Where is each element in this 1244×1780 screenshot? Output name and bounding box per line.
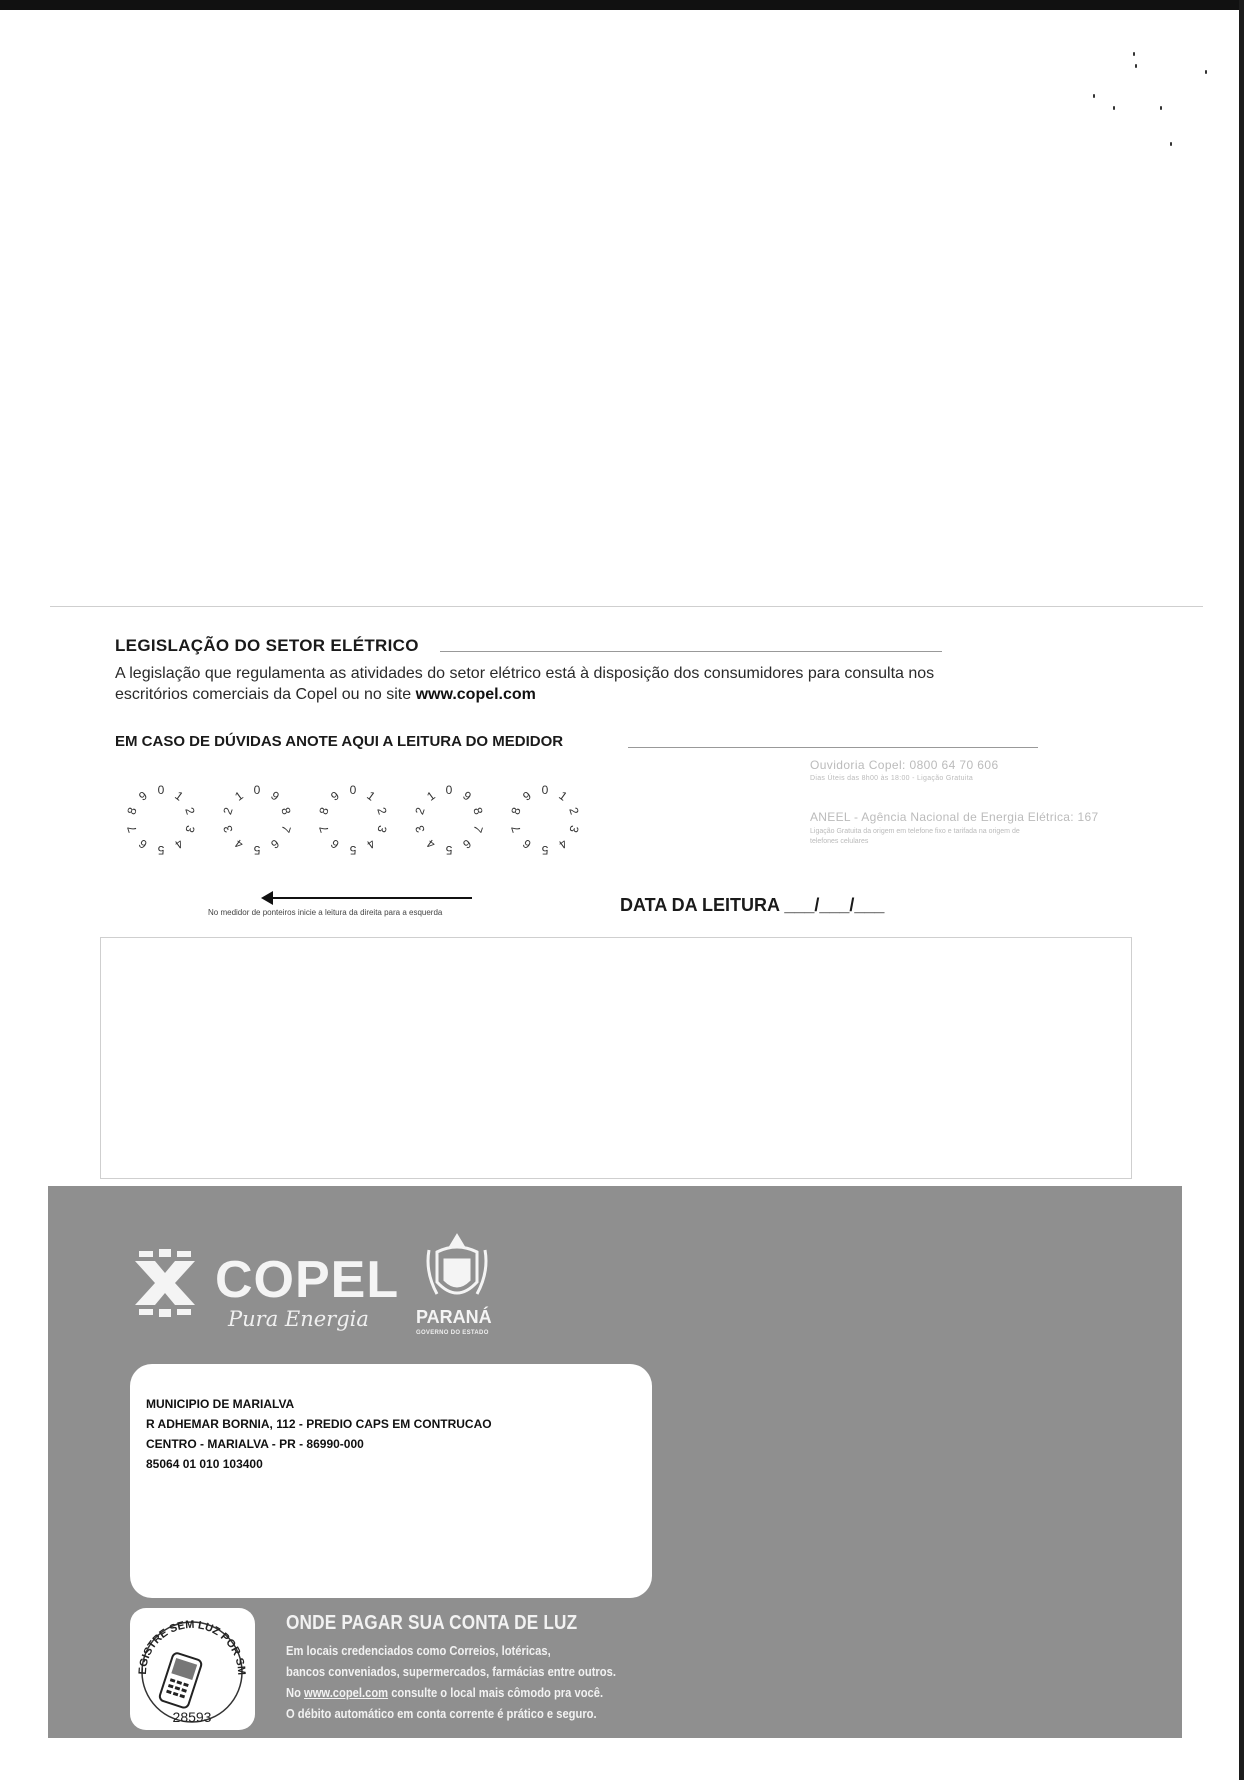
legislacao-title: LEGISLAÇÃO DO SETOR ELÉTRICO [115,636,419,655]
dial-digit: 5 [541,843,549,857]
aneel-note [810,827,1170,847]
arrow-line [267,897,472,899]
dial-digit: 6 [328,836,343,852]
onde-pagar-line3-suffix: consulte o local mais cômodo pra você. [388,1685,604,1700]
dial-digit: 0 [253,783,261,797]
ouvidoria-hours: Dias Úteis das 8h00 às 18:00 - Ligação Gratuita [810,775,974,782]
aneel-note-line1: Ligação Gratuita da origem em telefone fixo e tarifada na origem de [810,828,1020,835]
data-leitura-blank[interactable]: ___/___/___ [784,895,885,915]
dial-digit: 6 [267,836,282,852]
meter-dial [316,780,394,870]
onde-pagar-text [286,1640,616,1724]
dial-digit: 7 [277,823,294,835]
sms-text: EGISTRE SEM LUZ POR SM [136,1618,248,1676]
aneel-info [810,810,1170,847]
dial-digit: 7 [124,823,141,835]
dial-digit: 3 [412,823,429,835]
parana-subtitle: GOVERNO DO ESTADO [416,1330,489,1336]
dial-digit: 4 [424,836,439,852]
duvidas-rule [628,747,1038,748]
copel-site-link[interactable]: www.copel.com [415,686,536,703]
dial-digit: 0 [445,783,453,797]
meter-dials [124,780,628,870]
data-leitura [620,895,884,916]
dial-digit: 3 [565,823,582,835]
dial-digit: 0 [541,783,549,797]
dial-digit: 1 [171,788,186,804]
dial-digit: 1 [232,788,247,804]
dial-digit: 4 [555,836,570,852]
dial-digit: 3 [373,823,390,835]
dial-digit: 7 [469,823,486,835]
dial-digit: 1 [555,788,570,804]
onde-pagar-line1: Em locais credenciados como Correios, lotéricas, [286,1643,551,1658]
dial-digit: 0 [349,783,357,797]
dial-digit: 2 [181,805,198,817]
address-line-2: R ADHEMAR BORNIA, 112 - PREDIO CAPS EM CONTRUCAO [146,1417,492,1431]
legislacao-line2: escritórios comerciais da Copel ou no site [115,686,416,703]
meter-dial [508,780,586,870]
address-block [146,1394,492,1474]
dial-digit: 5 [253,843,261,857]
blank-upper-area [50,68,1203,607]
onde-pagar-line3 [286,1682,616,1703]
onde-pagar-line3-prefix: No [286,1685,305,1700]
address-window [130,1364,652,1598]
address-line-4: 85064 01 010 103400 [146,1457,263,1471]
meter-dial [412,780,490,870]
dial-digit: 4 [232,836,247,852]
ouvidoria-phone: Ouvidoria Copel: 0800 64 70 606 [810,758,999,772]
dial-digit: 3 [181,823,198,835]
dial-digit: 0 [157,783,165,797]
dial-digit: 6 [136,836,151,852]
aneel-phone: ANEEL - Agência Nacional de Energia Elétrica: 167 [810,810,1099,824]
meter-dial [220,780,298,870]
sms-badge [130,1608,255,1730]
scan-edge-top [0,0,1244,10]
address-line-3: CENTRO - MARIALVA - PR - 86990-000 [146,1437,364,1451]
dial-digit: 5 [349,843,357,857]
dial-digit: 7 [316,823,333,835]
dial-digit: 2 [220,805,237,817]
onde-pagar-link[interactable]: www.copel.com [304,1685,389,1700]
dial-digit: 5 [157,843,165,857]
scan-edge-right [1239,0,1244,1780]
parana-wordmark: PARANÁ [416,1307,492,1327]
dial-digit: 8 [469,805,486,817]
dial-digit: 8 [124,805,141,817]
dial-digit: 1 [424,788,439,804]
copel-slogan: Pura Energia [228,1307,369,1331]
notes-box [100,937,1132,1179]
onde-pagar-line4: O débito automático em conta corrente é prático e seguro. [286,1706,597,1721]
legislacao-line1: A legislação que regulamenta as atividades do setor elétrico está à disposição dos consumidores para consulta nos [115,665,935,682]
legislacao-rule [440,651,942,652]
dial-digit: 2 [412,805,429,817]
dial-digit: 4 [363,836,378,852]
sms-number: 28593 [172,1709,212,1725]
dial-digit: 2 [373,805,390,817]
copel-logo-icon [135,1249,195,1317]
dial-digit: 6 [520,836,535,852]
dial-digit: 7 [508,823,525,835]
dial-digit: 8 [508,805,525,817]
aneel-note-line2: telefones celulares [810,838,869,845]
dial-digit: 9 [520,788,535,804]
dial-digit: 9 [459,788,474,804]
dial-digit: 8 [277,805,294,817]
meter-dial [124,780,202,870]
address-line-1: MUNICIPIO DE MARIALVA [146,1397,295,1411]
parana-crest-icon [423,1232,491,1310]
duvidas-title: EM CASO DE DÚVIDAS ANOTE AQUI A LEITURA DO MEDIDOR [115,733,564,750]
legislacao-text [115,663,1115,705]
meter-instruction: No medidor de ponteiros inicie a leitura da direita para a esquerda [208,908,443,917]
dial-digit: 2 [565,805,582,817]
onde-pagar-line2: bancos conveniados, supermercados, farmácias entre outros. [286,1664,616,1679]
dial-digit: 8 [316,805,333,817]
onde-pagar-title: ONDE PAGAR SUA CONTA DE LUZ [286,1612,578,1634]
copel-wordmark: COPEL [215,1251,400,1309]
dial-digit: 5 [445,843,453,857]
dial-digit: 4 [171,836,186,852]
dial-digit: 9 [328,788,343,804]
dial-digit: 3 [220,823,237,835]
ouvidoria-info [810,758,999,782]
sms-phone-icon [130,1608,255,1730]
dial-digit: 9 [267,788,282,804]
dial-digit: 1 [363,788,378,804]
dial-digit: 9 [136,788,151,804]
dial-digit: 6 [459,836,474,852]
data-leitura-label: DATA DA LEITURA [620,895,780,915]
